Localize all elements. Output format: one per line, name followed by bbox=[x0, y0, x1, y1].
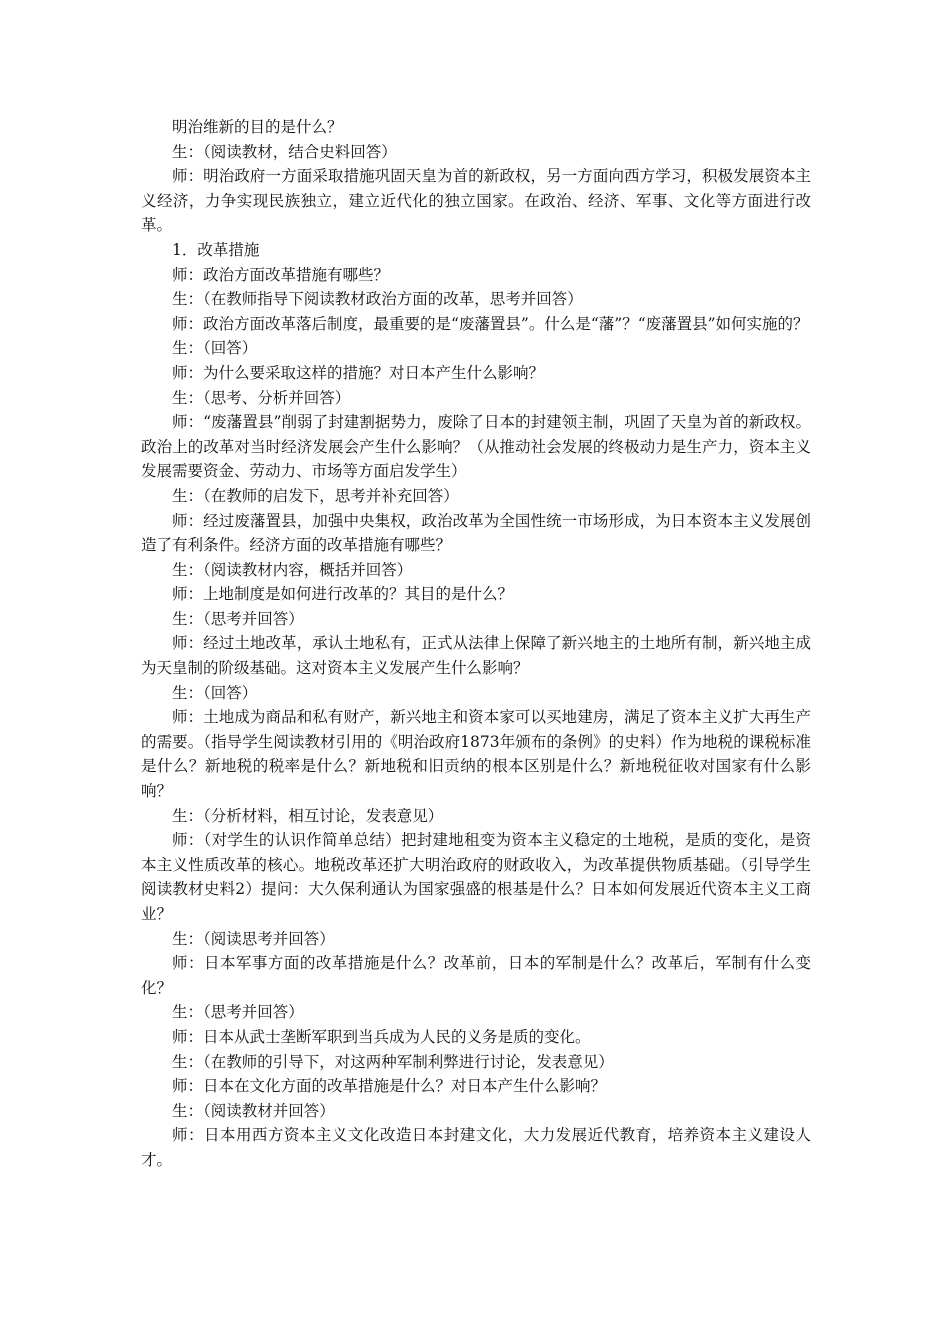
paragraph-teacher-reply: 师：政治方面改革落后制度，最重要的是“废藩置县”。什么是“藩”？“废藩置县”如何实施的？ bbox=[172, 314, 809, 333]
paragraph-teacher-reply: 师：经过土地改革，承认土地私有，正式从法律上保障了新兴地主的土地所有制，新兴地主成为天皇制的阶级基础。这对资本主义发展产生什么影响？ bbox=[141, 634, 811, 678]
paragraph-student-reply: 生：（在教师指导下阅读教材政治方面的改革，思考并回答） bbox=[172, 290, 583, 309]
paragraph-teacher-reply: 师：上地制度是如何进行改革的？其目的是什么？ bbox=[172, 585, 514, 604]
paragraph-student-reply: 生：（思考并回答） bbox=[172, 609, 304, 628]
paragraph-student-reply: 生：（在教师的启发下，思考并补充回答） bbox=[172, 486, 459, 505]
paragraph-teacher-reply: 师：为什么要采取这样的措施？对日本产生什么影响？ bbox=[172, 363, 545, 382]
paragraph-teacher-reply: 师：“废藩置县”削弱了封建割据势力，废除了日本的封建领主制，巩固了天皇为首的新政权。政治上的改革对当时经济发展会产生什么影响？（从推动社会发展的终极动力是生产力，资本主义发展需要资金、劳动力、市场等方面启发学生） bbox=[141, 413, 811, 481]
paragraph-student-reply: 生：（在教师的引导下，对这两种军制利弊进行讨论，发表意见） bbox=[172, 1052, 614, 1071]
document-body bbox=[141, 115, 811, 1173]
paragraph-student-reply: 生：（回答） bbox=[172, 683, 258, 702]
paragraph-student-reply: 生：（阅读教材，结合史料回答） bbox=[172, 142, 397, 161]
paragraph-student-reply: 生：（思考、分析并回答） bbox=[172, 388, 351, 407]
paragraph-student-reply: 生：（阅读教材内容，概括并回答） bbox=[172, 560, 413, 579]
paragraph-teacher-reply: 师：土地成为商品和私有财产，新兴地主和资本家可以买地建房，满足了资本主义扩大再生产的需要。（指导学生阅读教材引用的《明治政府1873年颁布的条例》的史料）作为地税的课税标准是什么？新地税的税率是什么？新地税和旧贡纳的根本区别是什么？新地税征收对国家有什么影响？ bbox=[141, 708, 811, 801]
paragraph-teacher-reply: 师：经过废藩置县，加强中央集权，政治改革为全国性统一市场形成，为日本资本主义发展创造了有利条件。经济方面的改革措施有哪些？ bbox=[141, 511, 811, 555]
paragraph-student-reply: 生：（思考并回答） bbox=[172, 1003, 304, 1022]
paragraph-teacher-reply: 师：（对学生的认识作简单总结）把封建地租变为资本主义稳定的土地税，是质的变化，是资本主义性质改革的核心。地税改革还扩大明治政府的财政收入，为改革提供物质基础。（引导学生阅读教材史料2）提问：大久保利通认为国家强盛的根基是什么？日本如何发展近代资本主义工商业？ bbox=[141, 831, 811, 923]
section-heading: 1．改革措施 bbox=[172, 240, 260, 259]
paragraph-teacher-reply: 师：日本在文化方面的改革措施是什么？对日本产生什么影响？ bbox=[172, 1077, 607, 1096]
paragraph-teacher-reply: 师：明治政府一方面采取措施巩固天皇为首的新政权，另一方面向西方学习，积极发展资本主义经济，力争实现民族独立，建立近代化的独立国家。在政治、经济、军事、文化等方面进行改革。 bbox=[141, 167, 811, 235]
paragraph-student-reply: 生：（阅读教材并回答） bbox=[172, 1101, 335, 1120]
paragraph-teacher-reply: 师：政治方面改革措施有哪些？ bbox=[172, 265, 390, 284]
paragraph-teacher-reply: 师：日本从武士垄断军职到当兵成为人民的义务是质的变化。 bbox=[172, 1027, 591, 1046]
paragraph-purpose-question: 明治维新的目的是什么？ bbox=[172, 118, 343, 136]
paragraph-student-reply: 生：（阅读思考并回答） bbox=[172, 929, 335, 948]
paragraph-teacher-reply: 师：日本军事方面的改革措施是什么？改革前，日本的军制是什么？改革后，军制有什么变化？ bbox=[141, 954, 811, 997]
paragraph-student-reply: 生：（回答） bbox=[172, 339, 258, 358]
paragraph-teacher-reply: 师：日本用西方资本主义文化改造日本封建文化，大力发展近代教育，培养资本主义建设人才。 bbox=[141, 1126, 811, 1169]
paragraph-student-reply: 生：（分析材料，相互讨论，发表意见） bbox=[172, 806, 444, 825]
